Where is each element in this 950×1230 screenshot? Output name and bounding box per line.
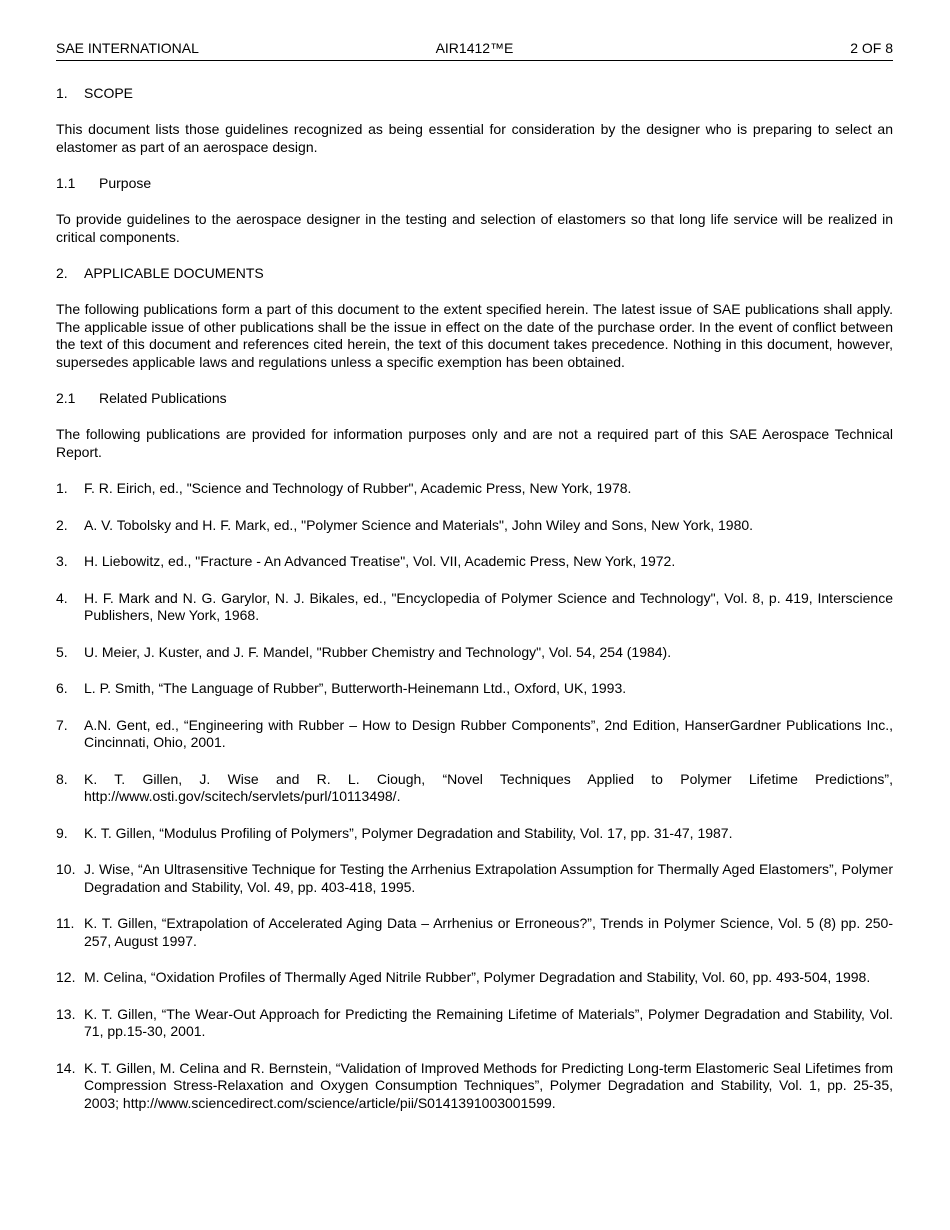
reference-text: A.N. Gent, ed., “Engineering with Rubber – How to Design Rubber Components”, 2nd Edition, HanserGardner Publications Inc., Cincinnati, Ohio, 2001. <box>84 716 893 750</box>
reference-text: K. T. Gillen, M. Celina and R. Bernstein, “Validation of Improved Methods for Predicting Long-term Elastomeric Seal Lifetimes from Compression Stress-Relaxation and Oxygen Consumption Techniques”, Polymer Degradation and Stability, Vol. 1, pp. 25-35, 2003; http://www.sciencedirect.com/science/article/pii/S0141391003001599. <box>84 1059 893 1111</box>
reference-text: K. T. Gillen, J. Wise and R. L. Ciough, “Novel Techniques Applied to Polymer Lifetime Predictions”, http://www.osti.gov/scitech/servlets/purl/10113498/. <box>84 770 893 804</box>
reference-item <box>56 1006 893 1041</box>
scope-paragraph: This document lists those guidelines recognized as being essential for consideration by the designer who is preparing to select an elastomer as part of an aerospace design. <box>56 121 893 155</box>
section-number: 2. <box>56 265 68 281</box>
reference-item <box>56 825 893 843</box>
reference-text: K. T. Gillen, “Extrapolation of Accelerated Aging Data – Arrhenius or Erroneous?”, Trends in Polymer Science, Vol. 5 (8) pp. 250-257, August 1997. <box>84 915 893 949</box>
section-title: APPLICABLE DOCUMENTS <box>84 265 264 281</box>
reference-item <box>56 717 893 752</box>
purpose-paragraph: To provide guidelines to the aerospace designer in the testing and selection of elastomers so that long life service will be realized in critical components. <box>56 211 893 245</box>
reference-item <box>56 480 893 498</box>
reference-number: 14. <box>56 1059 76 1076</box>
reference-number: 7. <box>56 716 68 733</box>
section-number: 2.1 <box>56 390 76 406</box>
section-title: Purpose <box>99 175 152 191</box>
reference-item <box>56 517 893 535</box>
reference-text: J. Wise, “An Ultrasensitive Technique for Testing the Arrhenius Extrapolation Assumption for Thermally Aged Elastomers”, Polymer Degradation and Stability, Vol. 49, pp. 403-418, 1995. <box>84 861 893 895</box>
reference-number: 3. <box>56 553 68 569</box>
page-header <box>56 38 893 61</box>
reference-item <box>56 644 893 662</box>
section-heading-scope <box>56 85 893 102</box>
related-publications-paragraph: The following publications are provided for information purposes only and are not a required part of this SAE Aerospace Technical Report. <box>56 426 893 460</box>
section-number: 1.1 <box>56 175 76 191</box>
reference-item <box>56 969 893 987</box>
reference-number: 5. <box>56 643 68 660</box>
reference-text: F. R. Eirich, ed., "Science and Technology of Rubber", Academic Press, New York, 1978. <box>84 480 632 496</box>
reference-item <box>56 590 893 625</box>
reference-number: 13. <box>56 1005 76 1022</box>
reference-item <box>56 553 893 571</box>
section-number: 1. <box>56 85 68 101</box>
reference-item <box>56 1060 893 1113</box>
applicable-documents-paragraph: The following publications form a part of this document to the extent specified herein. The latest issue of SAE publications shall apply. The applicable issue of other publications shall be the issue in effect on the date of the purchase order. In the event of conflict between the text of this document and references cited herein, the text of this document takes precedence. Nothing in this document, however, supersedes applicable laws and regulations unless a specific exemption has been obtained. <box>56 301 893 370</box>
section-title: SCOPE <box>84 85 134 101</box>
reference-text: H. Liebowitz, ed., "Fracture - An Advanced Treatise", Vol. VII, Academic Press, New York, 1972. <box>84 553 676 569</box>
reference-text: U. Meier, J. Kuster, and J. F. Mandel, "Rubber Chemistry and Technology", Vol. 54, 254 (1984). <box>84 643 672 660</box>
section-heading-purpose <box>56 175 893 192</box>
reference-text: K. T. Gillen, “Modulus Profiling of Polymers”, Polymer Degradation and Stability, Vol. 17, pp. 31-47, 1987. <box>84 824 733 841</box>
header-document-id: AIR1412™E <box>435 40 514 56</box>
section-heading-applicable-documents <box>56 265 893 282</box>
reference-item <box>56 680 893 698</box>
header-page-number: 2 OF 8 <box>850 40 893 56</box>
reference-text: A. V. Tobolsky and H. F. Mark, ed., "Polymer Science and Materials", John Wiley and Sons, New York, 1980. <box>84 516 754 533</box>
reference-number: 10. <box>56 861 76 877</box>
reference-number: 8. <box>56 770 68 787</box>
reference-text: L. P. Smith, “The Language of Rubber”, Butterworth-Heinemann Ltd., Oxford, UK, 1993. <box>84 680 627 696</box>
reference-text: H. F. Mark and N. G. Garylor, N. J. Bikales, ed., "Encyclopedia of Polymer Science and Technology", Vol. 8, p. 419, Interscience Publishers, New York, 1968. <box>84 589 893 623</box>
reference-item <box>56 861 893 896</box>
reference-number: 9. <box>56 824 68 841</box>
document-body <box>56 61 893 1112</box>
document-page <box>56 38 893 1131</box>
reference-item <box>56 771 893 806</box>
reference-number: 2. <box>56 516 68 533</box>
reference-number: 1. <box>56 480 68 496</box>
header-organization: SAE INTERNATIONAL <box>56 40 199 56</box>
reference-number: 12. <box>56 969 76 985</box>
reference-number: 11. <box>56 915 75 931</box>
reference-item <box>56 915 893 950</box>
reference-list <box>56 480 893 1112</box>
reference-text: M. Celina, “Oxidation Profiles of Thermally Aged Nitrile Rubber”, Polymer Degradation and Stability, Vol. 60, pp. 493-504, 1998. <box>84 969 871 985</box>
reference-number: 4. <box>56 589 68 606</box>
section-title: Related Publications <box>99 390 227 406</box>
reference-text: K. T. Gillen, “The Wear-Out Approach for Predicting the Remaining Lifetime of Materials”, Polymer Degradation and Stability, Vol. 71, pp.15-30, 2001. <box>84 1005 893 1039</box>
reference-number: 6. <box>56 680 68 696</box>
section-heading-related-publications <box>56 390 893 407</box>
